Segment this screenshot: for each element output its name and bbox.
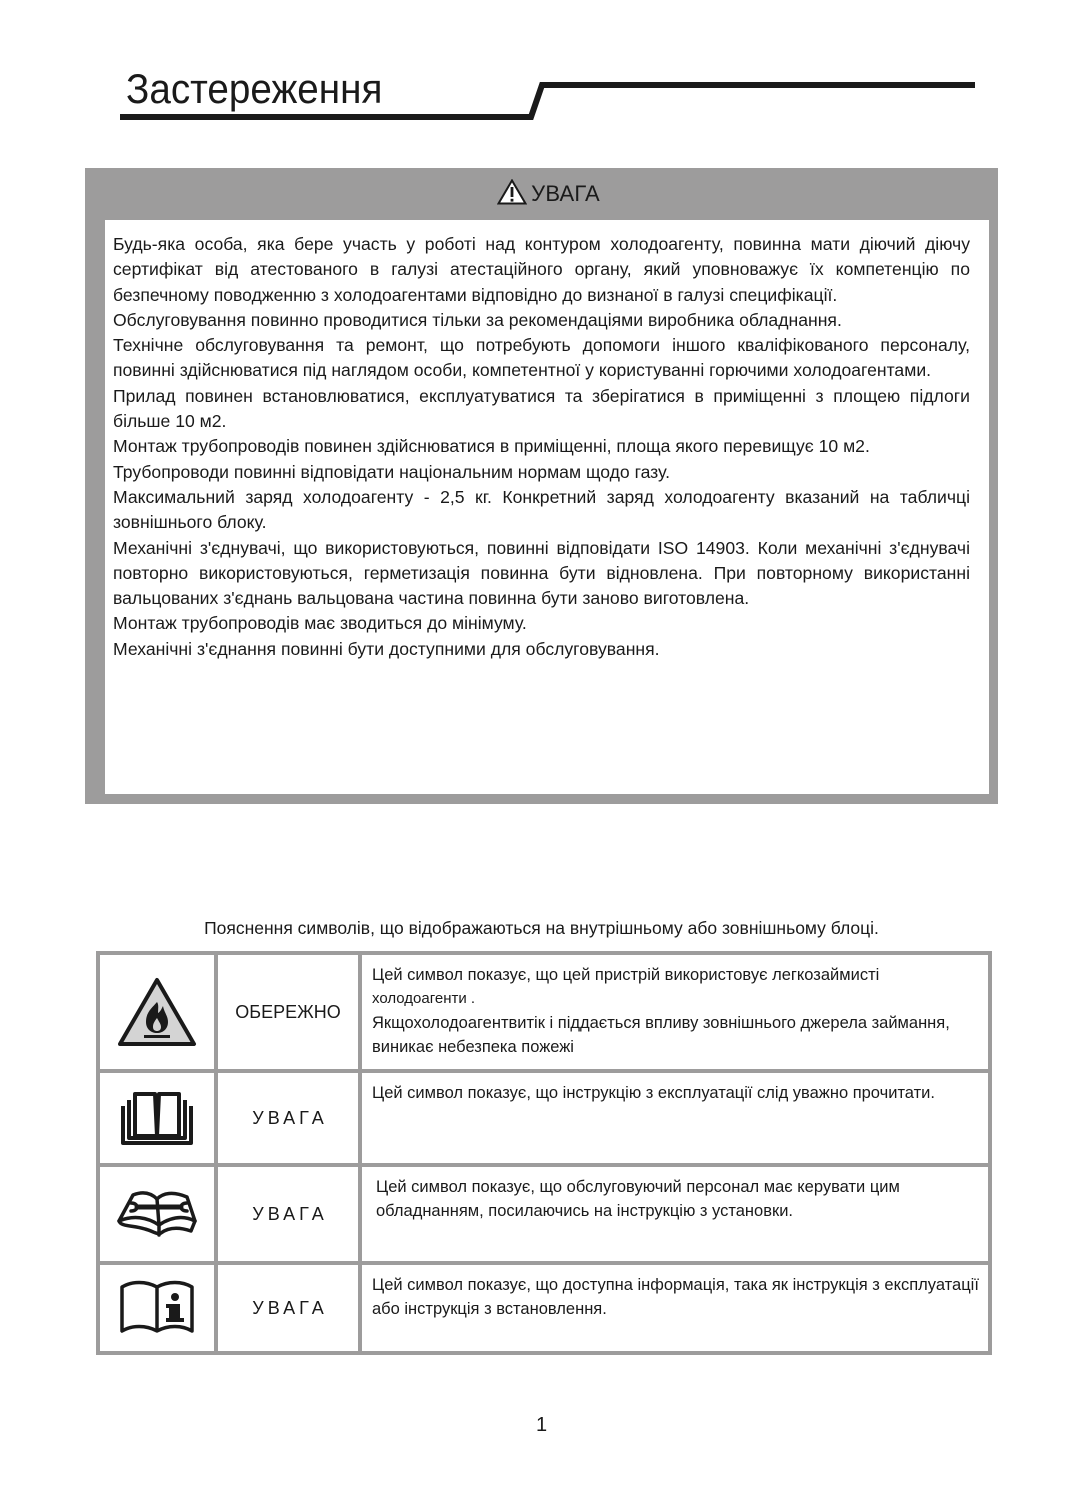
warning-paragraph: Монтаж трубопроводів має зводиться до мінімуму.: [113, 613, 527, 634]
symbol-description-line: Цей символ показує, що цей пристрій використовує легкозаймисті: [372, 966, 880, 984]
symbol-label: УВАГА: [252, 1297, 328, 1318]
symbols-caption: [0, 918, 1083, 939]
icon-cell: [98, 953, 216, 1071]
description-cell: [360, 1165, 990, 1263]
warning-box: [85, 168, 998, 804]
page-title: Застереження: [126, 65, 383, 112]
symbol-description: Цей символ показує, що інструкцію з експлуатації слід уважно прочитати.: [372, 1084, 935, 1102]
symbol-label: ОБЕРЕЖНО: [235, 1001, 341, 1022]
warning-paragraph: Технічне обслуговування та ремонт, що потребують допомоги іншого кваліфікованого персоналу, повинні здійснюватися під наглядом особи, компетентної у користуванні горючими холодоагентами.: [113, 335, 970, 381]
warning-paragraph: Механічні з'єднувачі, що використовуються, повинні відповідати ISO 14903. Коли механічні з'єднувачі повторно використовуються, герметизація повинна бути відновлена. При повторному використанні вальцованих з'єднань вальцована частина повинна бути заново виготовлена.: [113, 537, 970, 609]
read-manual-book-icon: [100, 1088, 214, 1148]
icon-cell: [98, 1071, 216, 1165]
symbol-description-line: Якщохолодоагентвитік і піддається впливу зовнішнього джерела займання, виникає небезпека пожежі: [372, 1014, 950, 1056]
icon-cell: [98, 1165, 216, 1263]
symbol-label: УВАГА: [252, 1203, 328, 1224]
symbol-label: УВАГА: [252, 1107, 328, 1128]
service-manual-wrench-icon: [100, 1189, 214, 1239]
table-row: [98, 1071, 990, 1165]
description-cell: [360, 1263, 990, 1353]
warning-header: [85, 168, 998, 220]
label-cell: [216, 1263, 360, 1353]
icon-cell: [98, 1263, 216, 1353]
symbol-description-line: холодоагенти .: [372, 990, 476, 1007]
warning-paragraph: Будь-яка особа, яка бере участь у роботі над контуром холодоагенту, повинна мати діючий діючу сертифікат від атестованого в галузі атестаційного органу, який уповноважує їх компетенцію по безпечному поводженню з холодоагентами відповідно до визнаної в галузі специфікації.: [113, 234, 970, 305]
label-cell: [216, 1071, 360, 1165]
warning-title: УВАГА: [531, 181, 600, 206]
page-number: 1: [535, 1414, 548, 1436]
description-cell: [360, 1071, 990, 1165]
warning-paragraph: Максимальний заряд холодоагенту - 2,5 кг. Конкретний заряд холодоагенту вказаний на табличці зовнішнього блоку.: [113, 486, 970, 533]
symbol-description: Цей символ показує, що доступна інформація, така як інструкція з експлуатації або інструкція з встановлення.: [372, 1276, 979, 1318]
information-book-icon: [100, 1279, 214, 1337]
label-cell: [216, 1165, 360, 1263]
symbols-table: [96, 951, 992, 1355]
warning-text: [113, 232, 970, 662]
warning-body: [105, 220, 989, 794]
table-row: [98, 1165, 990, 1263]
table-row: [98, 1263, 990, 1353]
label-cell: [216, 953, 360, 1071]
flammable-warning-icon: [100, 976, 214, 1048]
symbol-description: Цей символ показує, що обслуговуючий персонал має керувати цим обладнанням, посилаючись на інструкцію з установки.: [376, 1178, 900, 1220]
warning-paragraph: Прилад повинен встановлюватися, експлуатуватися та зберігатися в приміщенні з площею підлоги більше 10 м2.: [113, 385, 970, 432]
warning-triangle-icon: [497, 179, 527, 210]
warning-paragraph: Обслуговування повинно проводитися тільки за рекомендаціями виробника обладнання.: [113, 309, 842, 330]
warning-paragraph: Монтаж трубопроводів повинен здійснюватися в приміщенні, площа якого перевищує 10 м2.: [113, 436, 870, 457]
description-cell: [360, 953, 990, 1071]
warning-paragraph: Трубопроводи повинні відповідати національним нормам щодо газу.: [113, 461, 670, 482]
table-row: [98, 953, 990, 1071]
symbols-caption-text: Пояснення символів, що відображаються на внутрішньому або зовнішньому блоці.: [204, 918, 879, 938]
warning-paragraph: Механічні з'єднання повинні бути доступними для обслуговування.: [113, 638, 660, 659]
